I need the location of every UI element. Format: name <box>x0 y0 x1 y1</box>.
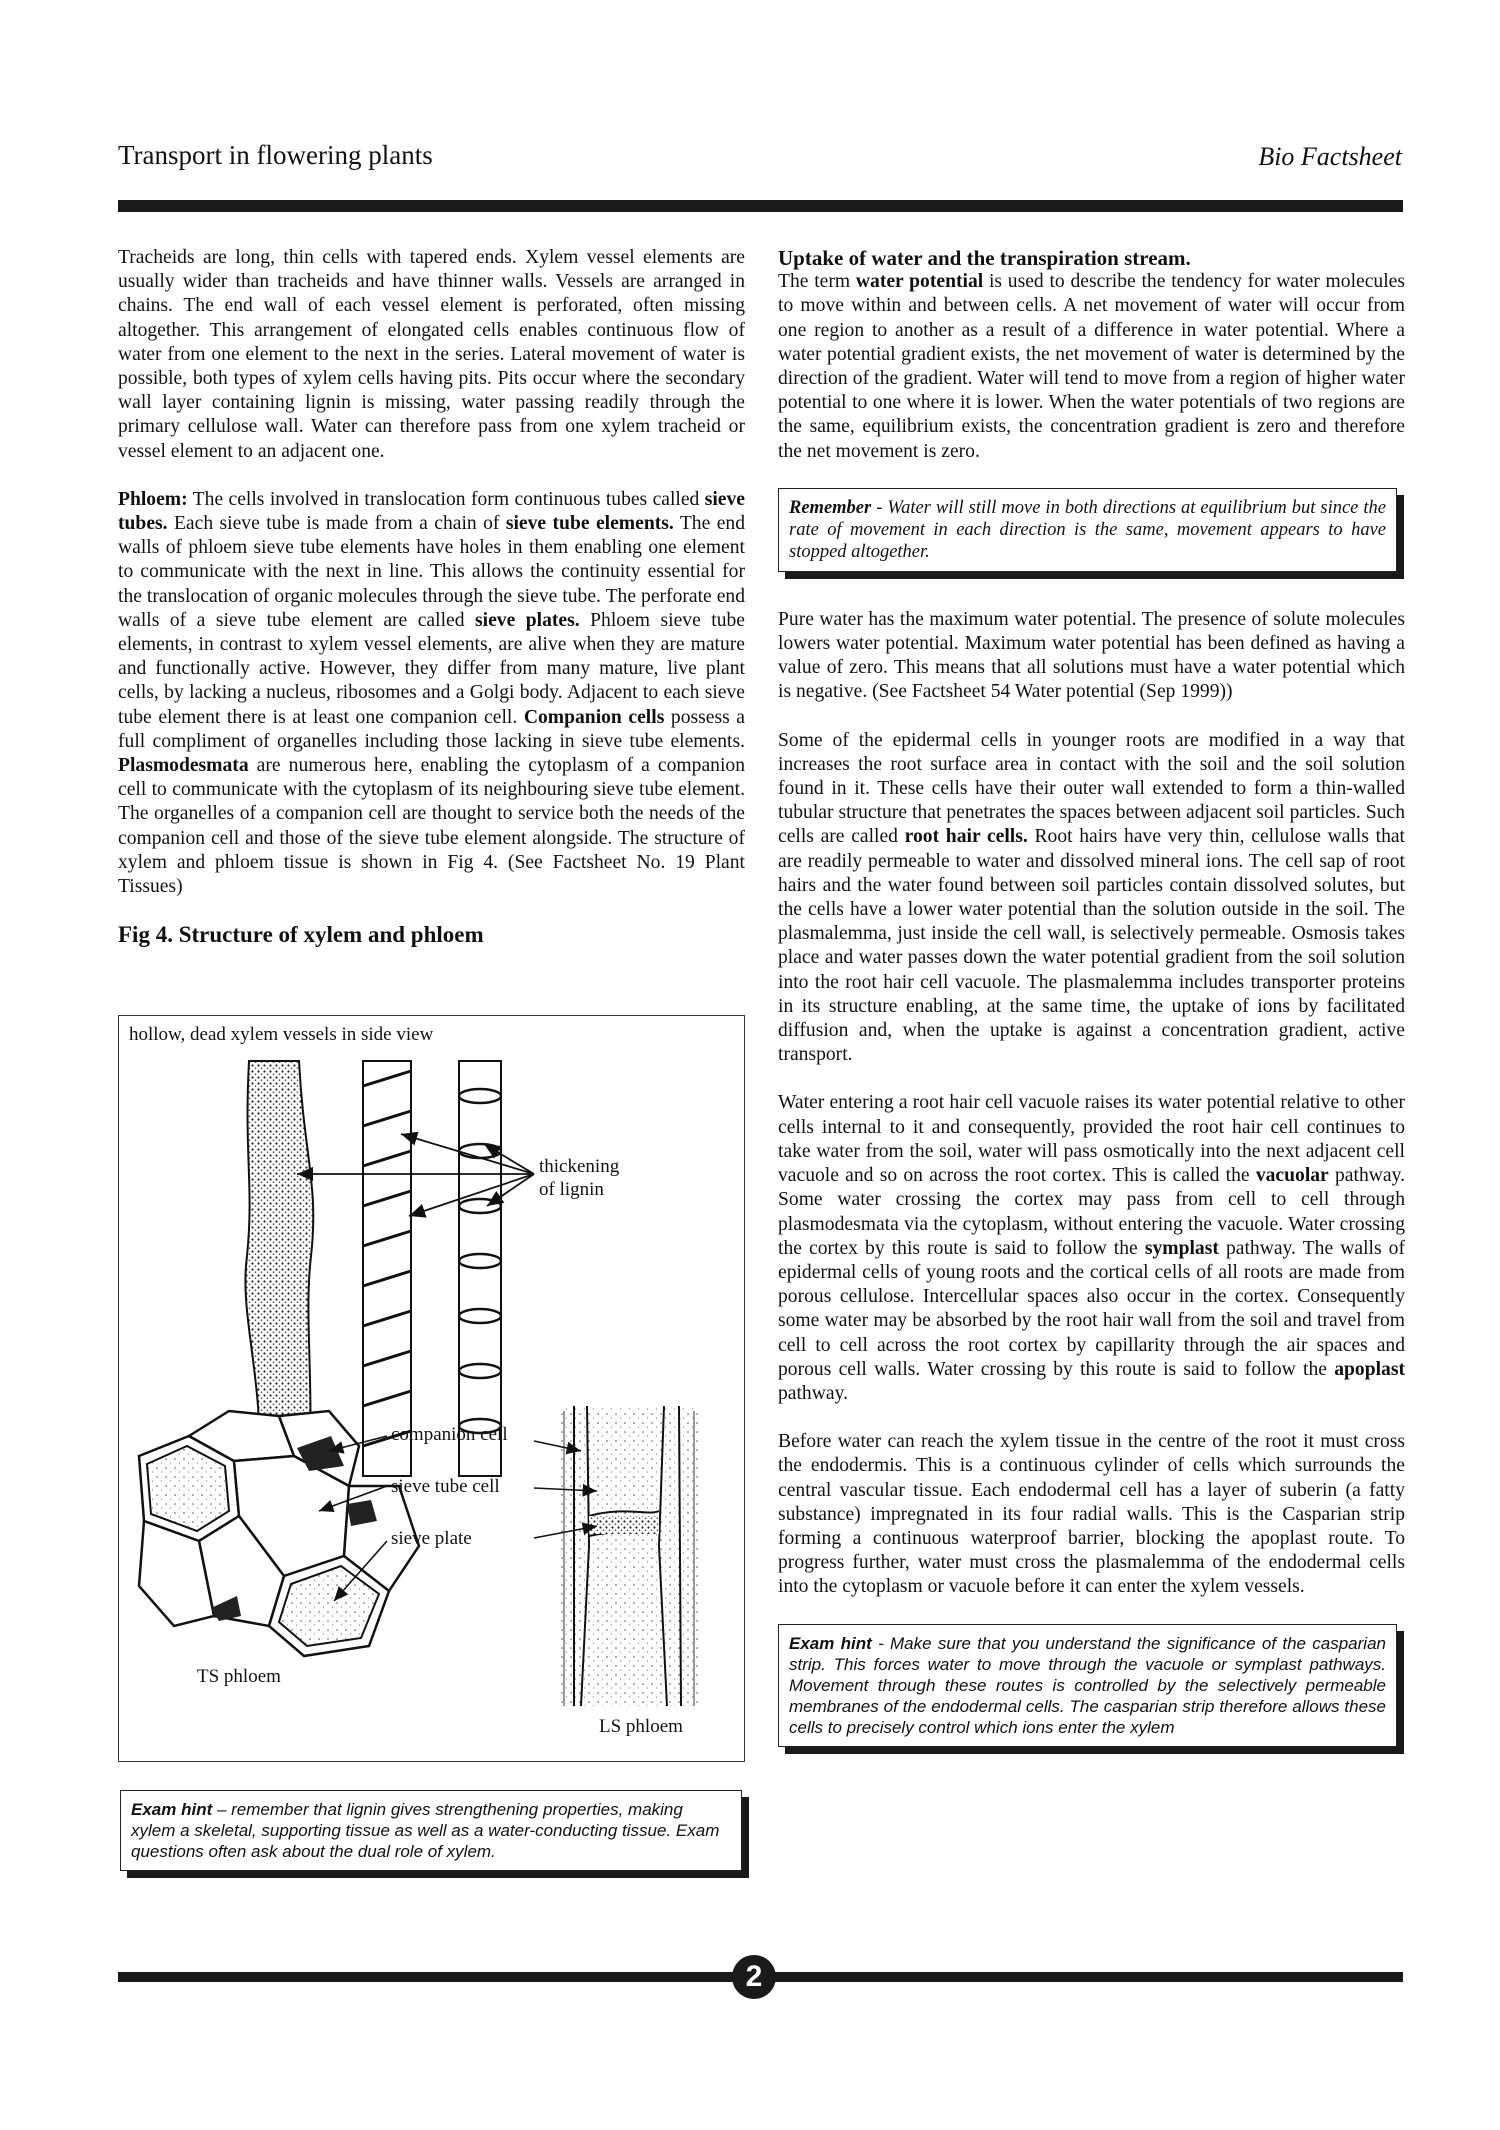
pathways-paragraph: Water entering a root hair cell vacuole raises its water potential relative to other cells internal to it and consequently, provided the root hair cell continues to take water from the soil, water will pass osmotically into the next adjacent cell vacuole and so on across the root cortex. This is called the vacuolar pathway. Some water crossing the cortex may pass from cell to cell through plasmodesmata via the cytoplasm, without entering the vacuole. Water crossing the cortex by this route is said to follow the symplast pathway. The walls of epidermal cells of young roots and the cortical cells of all roots are made from porous cellulose. Intercellular spaces also occur in the cortex. Consequently some water may be absorbed by the root hair wall from the soil and travel from cell to cell across the root cortex by capillarity through the air spaces and porous cell walls. Water crossing by this route is said to follow the apoplast pathway. <box>778 1092 1406 1404</box>
left-column <box>118 246 745 957</box>
ls-phloem-label: LS phloem <box>599 1716 683 1737</box>
running-title: Transport in flowering plants <box>118 140 433 170</box>
phloem-paragraph: Phloem: The cells involved in translocation form continuous tubes called sieve tubes. Each sieve tube is made from a chain of sieve tube elements. The end walls of phloem sieve tube elements have holes in them enabling one element to communicate with the next in line. This allows the continuity essential for the translocation of organic molecules through the sieve tube. The perforate end walls of a sieve tube element are called sieve plates. Phloem sieve tube elements, in contrast to xylem vessel elements, are alive when they are mature and functionally active. However, they differ from many mature, live plant cells, by lacking a nucleus, ribosomes and a Golgi body. Adjacent to each sieve tube element there is at least one companion cell. Companion cells possess a full compliment of organelles including those lacking in sieve tube elements. Plasmodesmata are numerous here, enabling the cytoplasm of a companion cell to communicate with the cytoplasm of its neighbouring sieve tube element. The organelles of a companion cell are thought to service both the needs of the companion cell and those of the sieve tube element alongside. The structure of xylem and phloem tissue is shown in Fig 4. (See Factsheet No. 19 Plant Tissues) <box>118 488 745 898</box>
header-rule <box>118 200 1403 212</box>
xylem-phloem-diagram <box>119 1016 744 1761</box>
right-column <box>778 246 1405 1747</box>
series-title: Bio Factsheet <box>1258 142 1402 171</box>
exam-hint-casparian: Exam hint - Make sure that you understand the significance of the casparian strip. This forces water to move through the vacuole or symplast pathways. Movement through these routes is controlled by the selectively permeable membranes of the endodermal cells. The casparian strip therefore allows these cells to precisely control which ions enter the xylem <box>778 1624 1397 1747</box>
spiral-vessel <box>363 1061 411 1476</box>
endodermis-paragraph: Before water can reach the xylem tissue in the centre of the root it must cross the endodermis. This is a continuous cylinder of cells which surrounds the central vascular tissue. Each endodermal cell has a layer of suberin (a fatty substance) impregnated in its four radial walls. This is the Casparian strip forming a continuous waterproof barrier, blocking the apoplast route. To progress further, water must cross the plasmalemma of the endodermal cells into the cytoplasm or vacuole before it can enter the xylem vessels. <box>778 1431 1405 1598</box>
water-potential-paragraph: The term water potential is used to describe the tendency for water molecules to move within and between cells. A net movement of water will occur from one region to another as a result of a difference in water potential. Where a water potential gradient exists, the net movement of water is determined by the direction of the gradient. Water will tend to move from a region of higher water potential to one where it is lower. When the water potentials of two regions are the same, equilibrium exists, the concentration gradient is zero and therefore the net movement is zero. <box>778 271 1405 462</box>
phloem-heading: Phloem: <box>118 488 188 510</box>
xylem-caption: hollow, dead xylem vessels in side view <box>129 1024 434 1045</box>
remember-box: Remember - Water will still move in both directions at equilibrium but since the rate of movement in each direction is the same, movement appears to have stopped altogether. <box>778 488 1397 572</box>
footer-rule-left <box>118 1972 733 1982</box>
section-heading: Uptake of water and the transpiration stream. <box>778 246 1191 270</box>
ts-phloem-label: TS phloem <box>197 1666 281 1687</box>
lignin-label: of lignin <box>539 1179 604 1200</box>
sieve-plate-label: sieve plate <box>391 1528 472 1549</box>
companion-cell-label: companion cell <box>391 1424 508 1445</box>
figure-title: Fig 4. Structure of xylem and phloem <box>118 922 484 948</box>
annular-vessel <box>459 1061 501 1476</box>
sieve-tube-cell-label: sieve tube cell <box>391 1476 500 1497</box>
root-hair-paragraph: Some of the epidermal cells in younger roots are modified in a way that increases the root surface area in contact with the soil and the soil solution found in it. These cells have their outer wall extended to form a thin-walled tubular structure that penetrates the spaces between adjacent soil particles. Such cells are called root hair cells. Root hairs have very thin, cellulose walls that are readily permeable to water and dissolved mineral ions. The cell sap of root hairs and the water found between soil particles contain dissolved solutes, but the cells have a lower water potential than the solution outside in the soil. The plasmalemma, just inside the cell wall, is selectively permeable. Osmosis takes place and water passes down the water potential gradient from the soil solution into the root hair cell vacuole. The plasmalemma includes transporter proteins in its structure enabling, at the same time, the uptake of ions by facilitated diffusion and, when the uptake is against a concentration gradient, active transport. <box>778 729 1406 1066</box>
thickening-label: thickening <box>539 1156 620 1177</box>
page-number: 2 <box>732 1955 776 1999</box>
tracheid-paragraph: Tracheids are long, thin cells with tapered ends. Xylem vessel elements are usually wider than tracheids and have thinner walls. Vessels are arranged in chains. The end wall of each vessel element is perforated, often missing altogether. This arrangement of elongated cells enables continuous flow of water from one element to the next in the series. Lateral movement of water is possible, both types of xylem cells having pits. Pits occur where the secondary wall layer containing lignin is missing, water passing readily through the primary cellulose wall. Water can therefore pass from one xylem tracheid or vessel element to an adjacent one. <box>118 247 745 462</box>
footer-rule-right <box>775 1972 1403 1982</box>
exam-hint-lignin: Exam hint – remember that lignin gives strengthening properties, making xylem a skeletal, supporting tissue as well as a water-conducting tissue. Exam questions often ask about the dual role of xylem. <box>120 1790 742 1871</box>
pure-water-paragraph: Pure water has the maximum water potential. The presence of solute molecules lowers water potential. Maximum water potential has been defined as having a value of zero. This means that all solutions must have a water potential which is negative. (See Factsheet 54 Water potential (Sep 1999)) <box>778 608 1405 703</box>
figure-4 <box>118 1015 745 1762</box>
